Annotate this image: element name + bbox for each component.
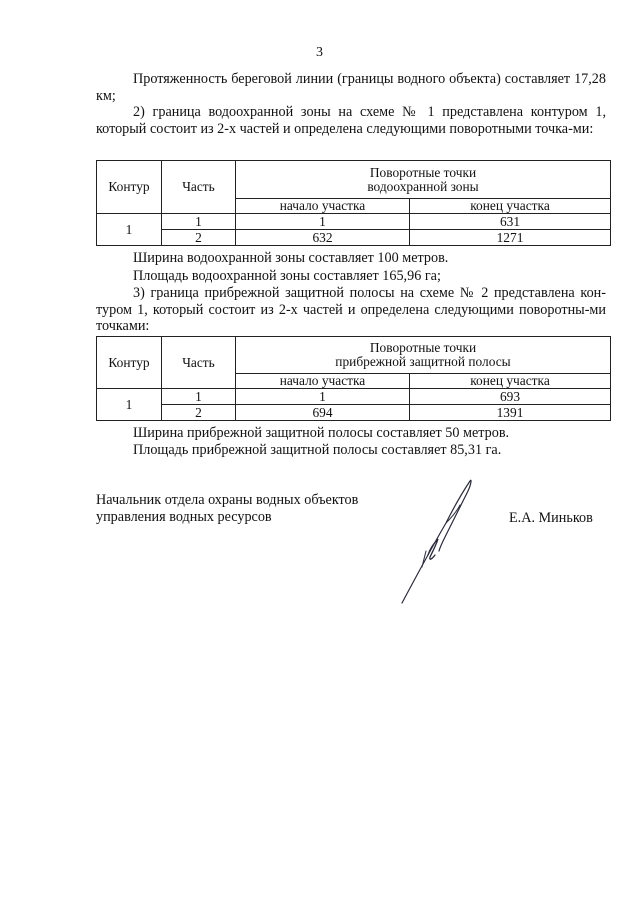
table-coastal-protection-strip bbox=[96, 336, 611, 421]
cell-end: 693 bbox=[410, 389, 611, 405]
cell-start: 694 bbox=[236, 405, 410, 421]
paragraph-shoreline: Протяженность береговой линии (границы водного объекта) составляет 17,28 км; bbox=[96, 71, 606, 104]
cell-contour: 1 bbox=[97, 214, 162, 246]
cell-contour: 1 bbox=[97, 389, 162, 421]
cell-start: 632 bbox=[236, 230, 410, 246]
header-turning-points bbox=[236, 337, 611, 374]
cell-end: 1271 bbox=[410, 230, 611, 246]
cell-part: 1 bbox=[162, 389, 236, 405]
header-part: Часть bbox=[162, 337, 236, 389]
header-start: начало участка bbox=[236, 374, 410, 389]
header-turning-points-line2: прибрежной защитной полосы bbox=[335, 354, 511, 369]
header-contour: Контур bbox=[97, 337, 162, 389]
header-contour: Контур bbox=[97, 161, 162, 214]
paragraph-water-protection-zone: 2) граница водоохранной зоны на схеме № 1 представлена контуром 1, который состоит из 2-х частей и определена следующими поворотными точка-ми: bbox=[96, 104, 606, 137]
header-start: начало участка bbox=[236, 199, 410, 214]
cell-part: 1 bbox=[162, 214, 236, 230]
signatory-title bbox=[96, 492, 358, 526]
cell-start: 1 bbox=[236, 389, 410, 405]
table-row bbox=[97, 230, 611, 246]
signatory-name: Е.А. Миньков bbox=[509, 510, 593, 526]
area-water-protection-zone: Площадь водоохранной зоны составляет 165,96 га; bbox=[133, 268, 441, 284]
page-number: 3 bbox=[316, 45, 323, 60]
handwritten-signature bbox=[390, 475, 480, 610]
header-end: конец участка bbox=[410, 199, 611, 214]
width-coastal-protection-strip: Ширина прибрежной защитной полосы составляет 50 метров. bbox=[133, 425, 510, 441]
header-turning-points bbox=[236, 161, 611, 199]
signatory-title-line1: Начальник отдела охраны водных объектов bbox=[96, 492, 359, 508]
area-coastal-protection-strip: Площадь прибрежной защитной полосы составляет 85,31 га. bbox=[133, 442, 502, 458]
signatory-title-line2: управления водных ресурсов bbox=[96, 509, 272, 525]
header-turning-points-line1: Поворотные точки bbox=[369, 164, 477, 180]
table-row bbox=[97, 214, 611, 230]
cell-part: 2 bbox=[162, 230, 236, 246]
header-end: конец участка bbox=[410, 374, 611, 389]
table-water-protection-zone bbox=[96, 160, 611, 246]
cell-end: 631 bbox=[410, 214, 611, 230]
table-row bbox=[97, 405, 611, 421]
cell-end: 1391 bbox=[410, 405, 611, 421]
header-part: Часть bbox=[162, 161, 236, 214]
header-turning-points-line1: Поворотные точки bbox=[369, 340, 477, 355]
cell-part: 2 bbox=[162, 405, 236, 421]
table-row bbox=[97, 389, 611, 405]
paragraph-coastal-protection-strip: 3) граница прибрежной защитной полосы на схеме № 2 представлена кон-туром 1, который состоит из 2-х частей и определена следующими поворотны-ми точками: bbox=[96, 285, 606, 335]
cell-start: 1 bbox=[236, 214, 410, 230]
width-water-protection-zone: Ширина водоохранной зоны составляет 100 метров. bbox=[133, 250, 449, 266]
header-turning-points-line2: водоохранной зоны bbox=[367, 178, 479, 194]
